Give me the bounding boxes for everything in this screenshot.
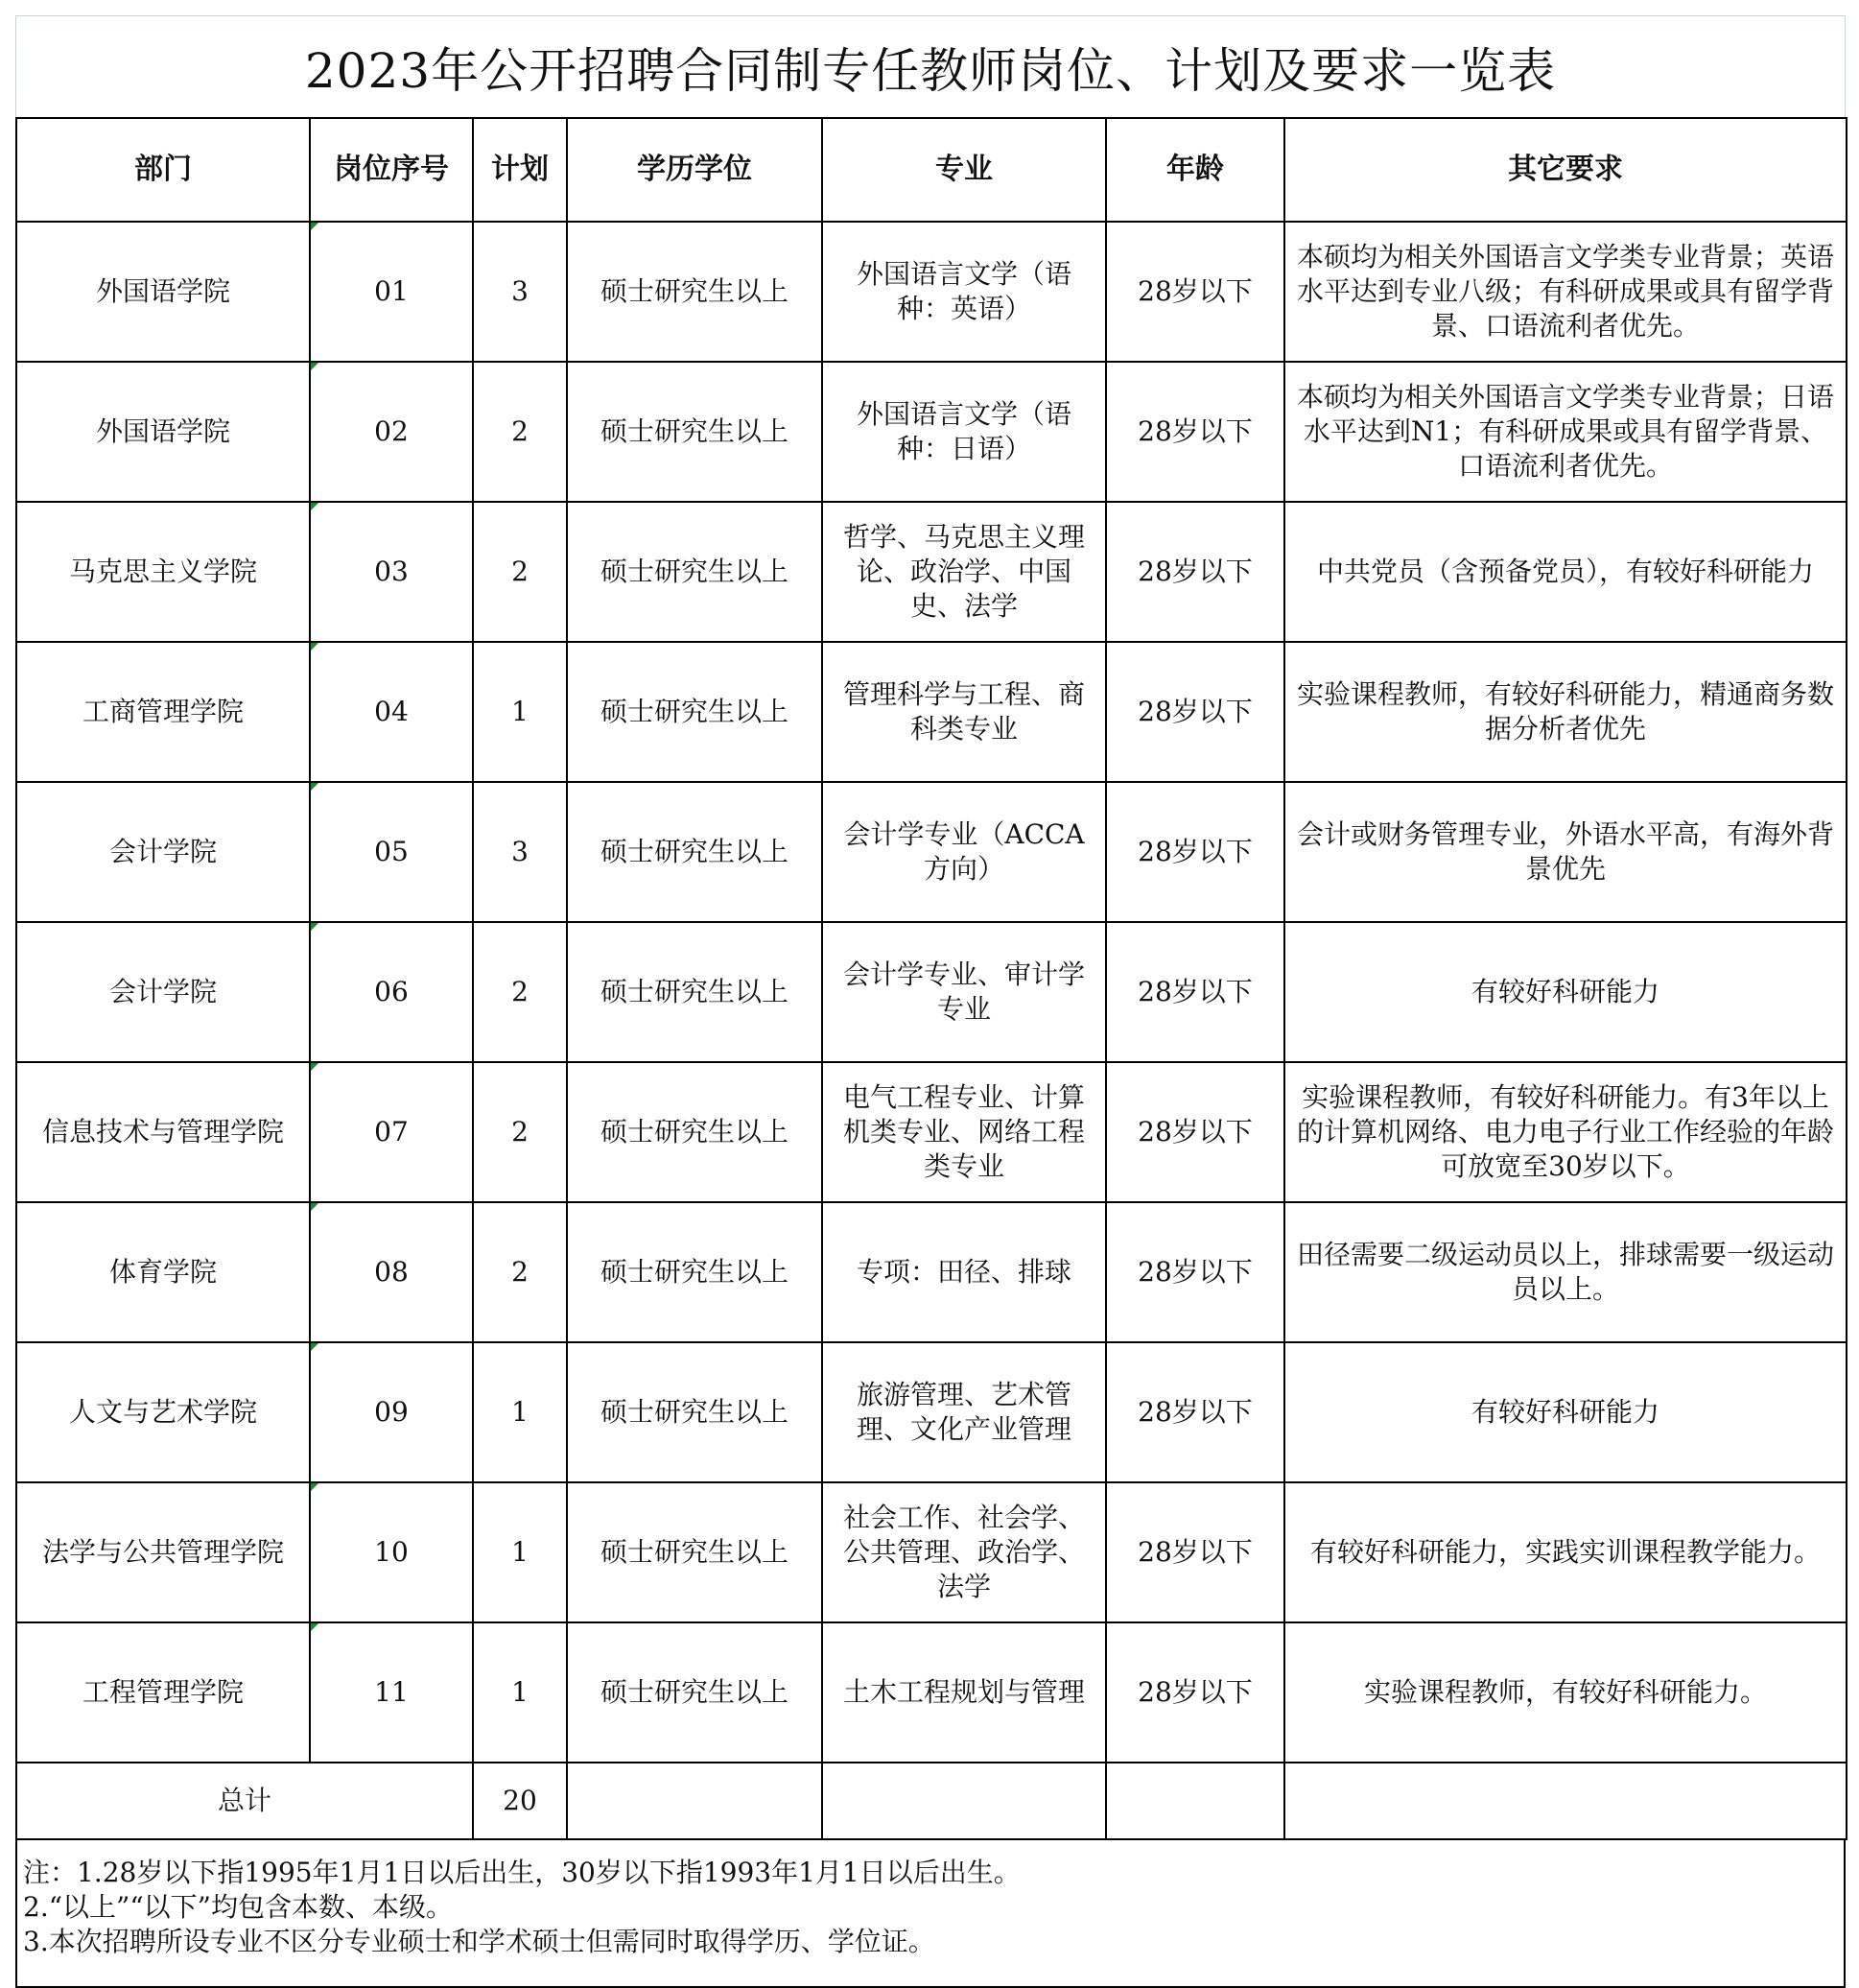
cell-seq: 06 bbox=[310, 922, 473, 1062]
cell-dept: 工程管理学院 bbox=[16, 1622, 310, 1763]
notes-box bbox=[15, 1840, 1846, 1988]
cell-degree: 硕士研究生以上 bbox=[567, 1342, 822, 1482]
total-empty-major bbox=[822, 1763, 1106, 1839]
header-major: 专业 bbox=[822, 118, 1106, 222]
cell-age: 28岁以下 bbox=[1106, 222, 1284, 362]
note-line-1: 注：1.28岁以下指1995年1月1日以后出生，30岁以下指1993年1月1日以后出生。 bbox=[23, 1857, 1021, 1888]
cell-age: 28岁以下 bbox=[1106, 1622, 1284, 1763]
header-age: 年龄 bbox=[1106, 118, 1284, 222]
cell-degree: 硕士研究生以上 bbox=[567, 922, 822, 1062]
cell-age: 28岁以下 bbox=[1106, 642, 1284, 782]
table-row bbox=[16, 502, 1847, 642]
cell-major: 社会工作、社会学、公共管理、政治学、法学 bbox=[822, 1482, 1106, 1622]
header-dept: 部门 bbox=[16, 118, 310, 222]
cell-seq: 01 bbox=[310, 222, 473, 362]
cell-dept: 马克思主义学院 bbox=[16, 502, 310, 642]
cell-dept: 法学与公共管理学院 bbox=[16, 1482, 310, 1622]
cell-other: 实验课程教师，有较好科研能力，精通商务数据分析者优先 bbox=[1284, 642, 1847, 782]
table-row bbox=[16, 1622, 1847, 1763]
cell-plan: 3 bbox=[473, 222, 567, 362]
cell-age: 28岁以下 bbox=[1106, 1342, 1284, 1482]
cell-dept: 会计学院 bbox=[16, 782, 310, 922]
cell-dept: 工商管理学院 bbox=[16, 642, 310, 782]
cell-seq: 11 bbox=[310, 1622, 473, 1763]
cell-other: 本硕均为相关外国语言文学类专业背景；日语水平达到N1；有科研成果或具有留学背景、口语流利者优先。 bbox=[1284, 362, 1847, 502]
cell-plan: 1 bbox=[473, 1622, 567, 1763]
cell-dept: 外国语学院 bbox=[16, 222, 310, 362]
total-label: 总计 bbox=[16, 1763, 473, 1839]
cell-other: 实验课程教师，有较好科研能力。有3年以上的计算机网络、电力电子行业工作经验的年龄可放宽至30岁以下。 bbox=[1284, 1062, 1847, 1202]
cell-plan: 2 bbox=[473, 502, 567, 642]
cell-degree: 硕士研究生以上 bbox=[567, 1062, 822, 1202]
cell-other: 中共党员（含预备党员），有较好科研能力 bbox=[1284, 502, 1847, 642]
cell-degree: 硕士研究生以上 bbox=[567, 362, 822, 502]
cell-age: 28岁以下 bbox=[1106, 922, 1284, 1062]
note-line-3: 3.本次招聘所设专业不区分专业硕士和学术硕士但需同时取得学历、学位证。 bbox=[23, 1926, 935, 1957]
cell-plan: 2 bbox=[473, 362, 567, 502]
total-row bbox=[16, 1763, 1847, 1839]
cell-seq: 07 bbox=[310, 1062, 473, 1202]
cell-other: 会计或财务管理专业，外语水平高，有海外背景优先 bbox=[1284, 782, 1847, 922]
cell-major: 旅游管理、艺术管理、文化产业管理 bbox=[822, 1342, 1106, 1482]
cell-degree: 硕士研究生以上 bbox=[567, 222, 822, 362]
total-empty-degree bbox=[567, 1763, 822, 1839]
cell-major: 会计学专业、审计学专业 bbox=[822, 922, 1106, 1062]
cell-seq: 09 bbox=[310, 1342, 473, 1482]
header-row bbox=[16, 118, 1847, 222]
table-row bbox=[16, 362, 1847, 502]
cell-degree: 硕士研究生以上 bbox=[567, 642, 822, 782]
cell-dept: 信息技术与管理学院 bbox=[16, 1062, 310, 1202]
cell-age: 28岁以下 bbox=[1106, 1482, 1284, 1622]
cell-major: 哲学、马克思主义理论、政治学、中国史、法学 bbox=[822, 502, 1106, 642]
header-seq: 岗位序号 bbox=[310, 118, 473, 222]
table-row bbox=[16, 1342, 1847, 1482]
cell-degree: 硕士研究生以上 bbox=[567, 1622, 822, 1763]
cell-seq: 02 bbox=[310, 362, 473, 502]
cell-age: 28岁以下 bbox=[1106, 362, 1284, 502]
cell-seq: 10 bbox=[310, 1482, 473, 1622]
cell-dept: 外国语学院 bbox=[16, 362, 310, 502]
table-row bbox=[16, 1062, 1847, 1202]
note-line-2: 2.“以上”“以下”均包含本数、本级。 bbox=[23, 1891, 453, 1923]
cell-plan: 1 bbox=[473, 1482, 567, 1622]
cell-plan: 1 bbox=[473, 642, 567, 782]
cell-major: 外国语言文学（语种：英语） bbox=[822, 222, 1106, 362]
header-plan: 计划 bbox=[473, 118, 567, 222]
cell-plan: 1 bbox=[473, 1342, 567, 1482]
table-row bbox=[16, 782, 1847, 922]
cell-major: 管理科学与工程、商科类专业 bbox=[822, 642, 1106, 782]
cell-seq: 03 bbox=[310, 502, 473, 642]
table-body bbox=[16, 222, 1847, 1763]
cell-dept: 体育学院 bbox=[16, 1202, 310, 1342]
cell-other: 有较好科研能力 bbox=[1284, 1342, 1847, 1482]
table-row bbox=[16, 642, 1847, 782]
header-other: 其它要求 bbox=[1284, 118, 1847, 222]
cell-plan: 2 bbox=[473, 922, 567, 1062]
recruitment-sheet bbox=[15, 15, 1846, 1988]
cell-plan: 2 bbox=[473, 1062, 567, 1202]
cell-major: 专项：田径、排球 bbox=[822, 1202, 1106, 1342]
cell-other: 本硕均为相关外国语言文学类专业背景；英语水平达到专业八级；有科研成果或具有留学背景、口语流利者优先。 bbox=[1284, 222, 1847, 362]
cell-degree: 硕士研究生以上 bbox=[567, 782, 822, 922]
cell-age: 28岁以下 bbox=[1106, 1202, 1284, 1342]
cell-dept: 会计学院 bbox=[16, 922, 310, 1062]
total-empty-age bbox=[1106, 1763, 1284, 1839]
cell-major: 会计学专业（ACCA方向） bbox=[822, 782, 1106, 922]
cell-dept: 人文与艺术学院 bbox=[16, 1342, 310, 1482]
cell-degree: 硕士研究生以上 bbox=[567, 1482, 822, 1622]
cell-age: 28岁以下 bbox=[1106, 782, 1284, 922]
total-empty-other bbox=[1284, 1763, 1847, 1839]
cell-age: 28岁以下 bbox=[1106, 1062, 1284, 1202]
positions-table bbox=[15, 117, 1847, 1840]
table-row bbox=[16, 1202, 1847, 1342]
cell-other: 有较好科研能力，实践实训课程教学能力。 bbox=[1284, 1482, 1847, 1622]
cell-major: 电气工程专业、计算机类专业、网络工程类专业 bbox=[822, 1062, 1106, 1202]
cell-major: 外国语言文学（语种：日语） bbox=[822, 362, 1106, 502]
cell-plan: 3 bbox=[473, 782, 567, 922]
table-row bbox=[16, 222, 1847, 362]
table-row bbox=[16, 1482, 1847, 1622]
cell-seq: 05 bbox=[310, 782, 473, 922]
cell-other: 实验课程教师，有较好科研能力。 bbox=[1284, 1622, 1847, 1763]
cell-seq: 08 bbox=[310, 1202, 473, 1342]
cell-other: 田径需要二级运动员以上，排球需要一级运动员以上。 bbox=[1284, 1202, 1847, 1342]
cell-seq: 04 bbox=[310, 642, 473, 782]
cell-degree: 硕士研究生以上 bbox=[567, 502, 822, 642]
cell-major: 土木工程规划与管理 bbox=[822, 1622, 1106, 1763]
cell-age: 28岁以下 bbox=[1106, 502, 1284, 642]
cell-degree: 硕士研究生以上 bbox=[567, 1202, 822, 1342]
cell-other: 有较好科研能力 bbox=[1284, 922, 1847, 1062]
sheet-title: 2023年公开招聘合同制专任教师岗位、计划及要求一览表 bbox=[15, 15, 1846, 117]
cell-plan: 2 bbox=[473, 1202, 567, 1342]
header-degree: 学历学位 bbox=[567, 118, 822, 222]
table-row bbox=[16, 922, 1847, 1062]
total-plan: 20 bbox=[473, 1763, 567, 1839]
